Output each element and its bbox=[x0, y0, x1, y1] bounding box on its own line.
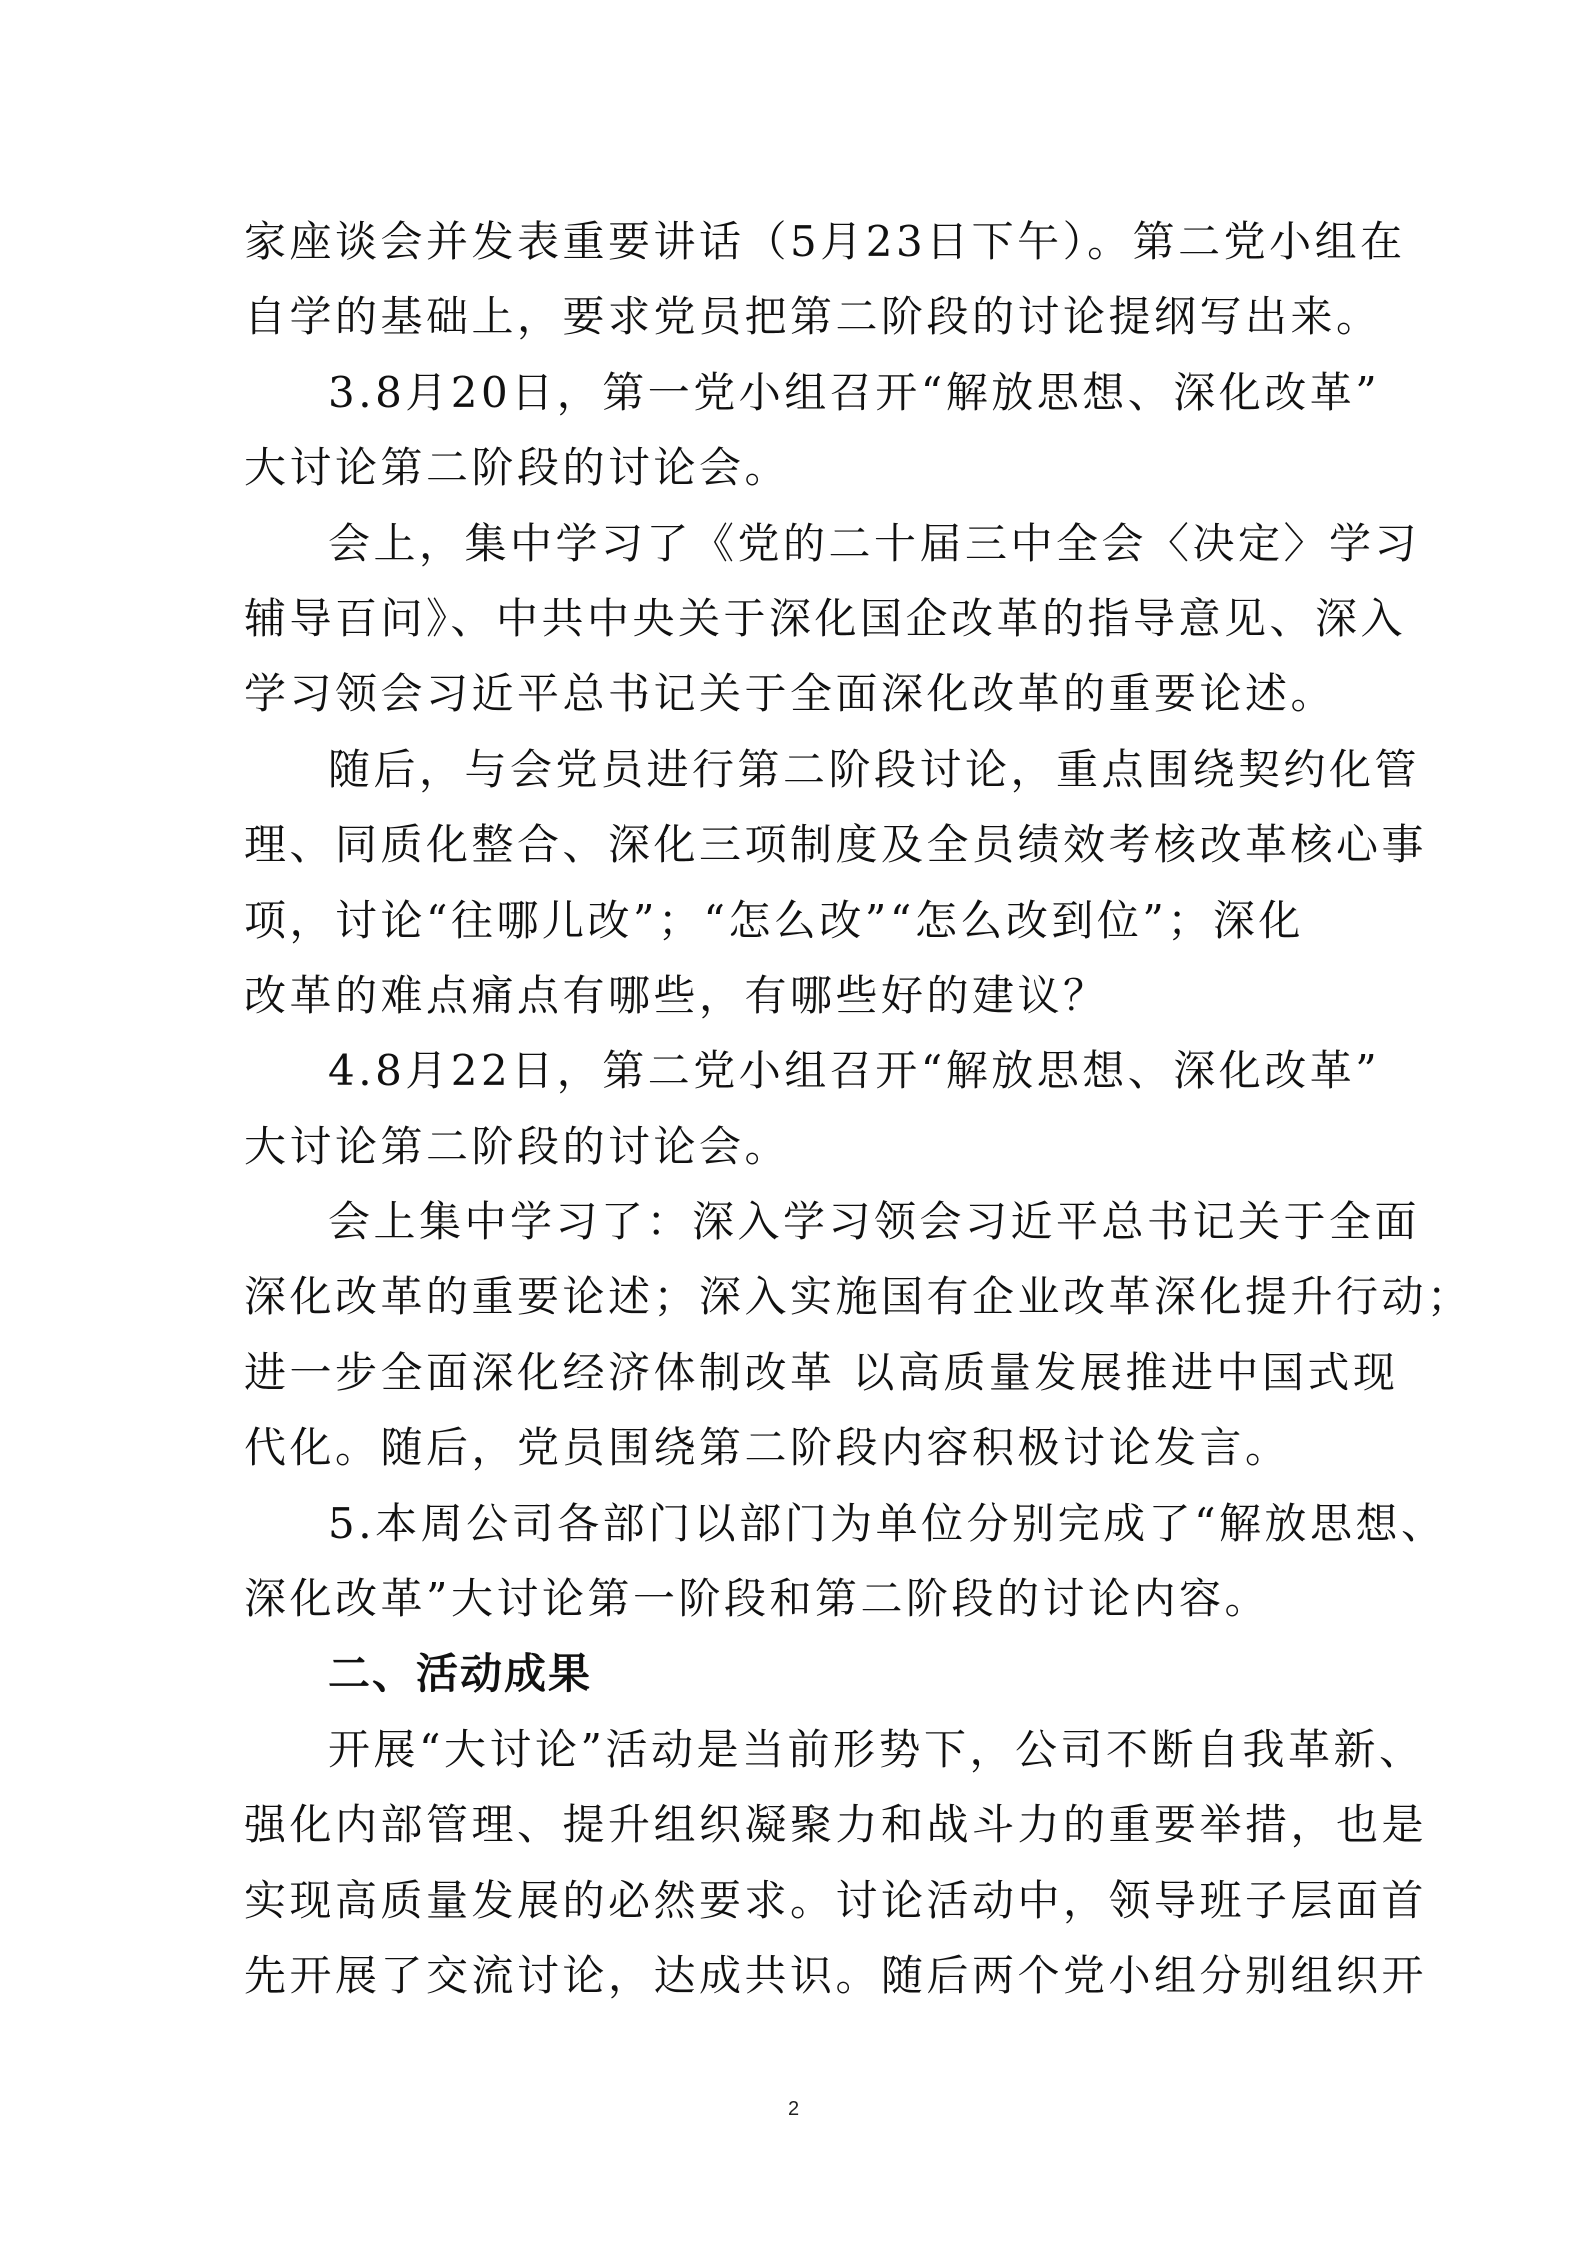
text-line: 实现高质量发展的必然要求。讨论活动中，领导班子层面首 bbox=[244, 1875, 1428, 1925]
text-line: 深化改革的重要论述；深入实施国有企业改革深化提升行动； bbox=[244, 1272, 1473, 1322]
text-line: 3.8月20日，第一党小组召开“解放思想、深化改革” bbox=[328, 367, 1381, 417]
text-line: 深化改革”大讨论第一阶段和第二阶段的讨论内容。 bbox=[244, 1574, 1270, 1624]
text-line: 先开展了交流讨论，达成共识。随后两个党小组分别组织开 bbox=[244, 1950, 1428, 2000]
text-line: 理、同质化整合、深化三项制度及全员绩效考核改革核心事 bbox=[244, 820, 1428, 870]
section-heading: 二、活动成果 bbox=[328, 1649, 593, 1699]
text-line: 家座谈会并发表重要讲话（5月23日下午）。第二党小组在 bbox=[244, 217, 1406, 266]
page-number: 2 bbox=[787, 2098, 800, 2120]
text-line: 大讨论第二阶段的讨论会。 bbox=[244, 1121, 791, 1171]
text-line: 辅导百问》、中共中央关于深化国企改革的指导意见、深入 bbox=[244, 593, 1407, 643]
text-line: 自学的基础上，要求党员把第二阶段的讨论提纲写出来。 bbox=[244, 292, 1382, 342]
text-line: 随后，与会党员进行第二阶段讨论，重点围绕契约化管 bbox=[328, 744, 1421, 794]
text-line: 会上，集中学习了《党的二十届三中全会〈决定〉学习 bbox=[328, 518, 1421, 568]
text-line: 开展“大讨论”活动是当前形势下，公司不断自我革新、 bbox=[328, 1724, 1425, 1774]
text-line: 代化。随后，党员围绕第二阶段内容积极讨论发言。 bbox=[244, 1423, 1291, 1473]
text-line: 会上集中学习了：深入学习领会习近平总书记关于全面 bbox=[328, 1197, 1421, 1247]
text-line: 强化内部管理、提升组织凝聚力和战斗力的重要举措，也是 bbox=[244, 1800, 1428, 1850]
text-line: 学习领会习近平总书记关于全面深化改革的重要论述。 bbox=[244, 669, 1337, 719]
document-body bbox=[244, 204, 1473, 2013]
text-line: 进一步全面深化经济体制改革 以高质量发展推进中国式现 bbox=[244, 1347, 1399, 1397]
text-line: 改革的难点痛点有哪些，有哪些好的建议？ bbox=[244, 970, 1109, 1020]
text-line: 4.8月22日，第二党小组召开“解放思想、深化改革” bbox=[328, 1046, 1381, 1096]
text-line: 5.本周公司各部门以部门为单位分别完成了“解放思想、 bbox=[328, 1498, 1447, 1548]
text-line: 大讨论第二阶段的讨论会。 bbox=[244, 443, 791, 493]
text-line: 项，讨论“往哪儿改”；“怎么改”“怎么改到位”；深化 bbox=[244, 895, 1304, 945]
